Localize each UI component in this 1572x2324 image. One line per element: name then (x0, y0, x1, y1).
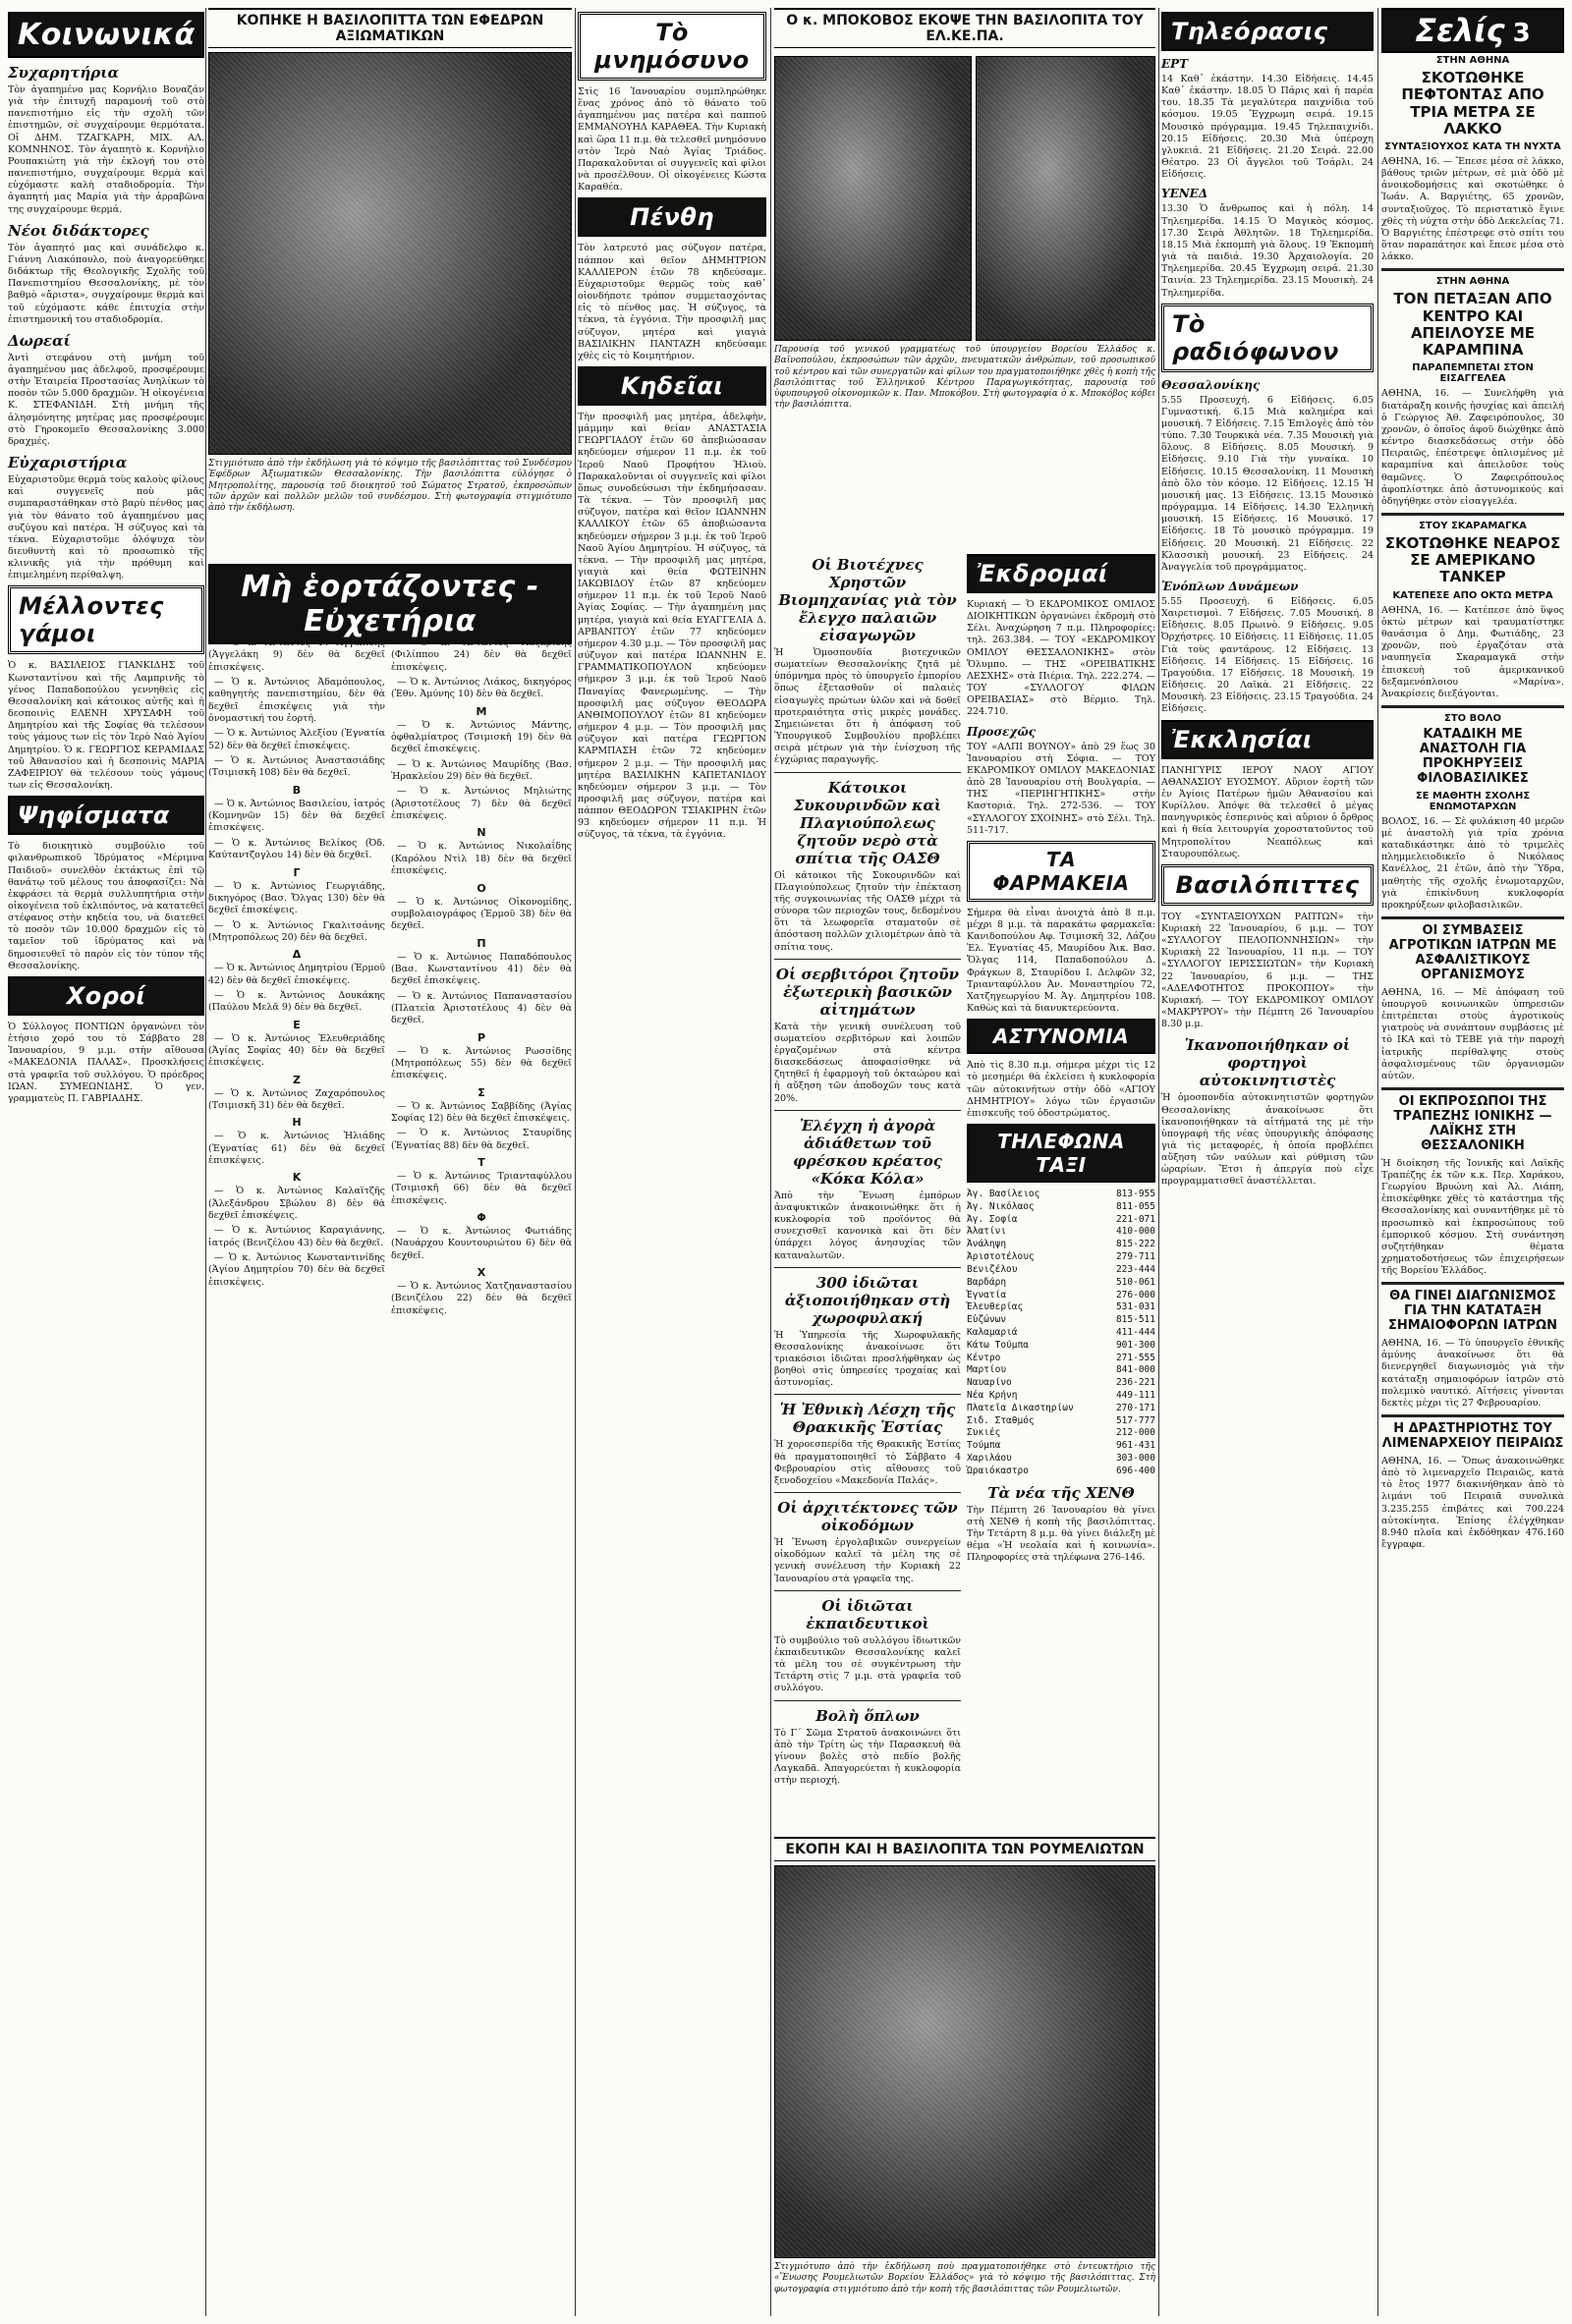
masthead-title: Σελίς (1415, 12, 1505, 49)
taxi-phone: 815-511 (1115, 1314, 1155, 1326)
channel-title: ΥΕΝΕΔ (1161, 187, 1208, 201)
column-memorials (578, 8, 766, 2316)
alphabet-letter: Ε (293, 1018, 301, 1031)
article-text: Τὸ Γ΄ Σῶμα Στρατοῦ ἀνακοινώνει ὅτι ἀπὸ τὴν Τρίτη ὡς τὴν Παρασκευὴ θὰ γίνουν βολὲς στὸ πεδίο βολῆς Λαγκαδᾶ. Ἀπαγορεύεται ἡ κυκλοφορία στὴν περιοχή. (774, 1727, 961, 1787)
station-title: Ἐνόπλων Δυνάμεων (1161, 580, 1299, 593)
greetings-right (391, 619, 572, 2316)
column-rule (1377, 8, 1378, 2316)
station-title: Θεσσαλονίκης (1161, 377, 1261, 392)
photo-caption: Στιγμιότυπο ἀπὸ τὴν ἐκδήλωση ποὺ πραγματοποιήθηκε στὸ ἐντευκτήριο τῆς «Ἕνωσης Ρουμελιωτῶν Βορείου Ἑλλάδος» γιὰ τὸ κόψιμο τῆς βασιλόπιττας. Στὴ φωτογραφία στιγμιότυπο ἀπὸ τὴν κοπὴ τῆς βασιλόπιττας τῶν Ρουμελιωτῶν. (774, 2262, 1155, 2295)
taxi-phone: 276-000 (1115, 1289, 1155, 1300)
photo-caption: Παρουσίᾳ τοῦ γενικοῦ γραμματέως τοῦ ὑπουργείου Βορείου Ἑλλάδος κ. Βαϊνοπούλου, ἐκπροσώπων τῶν ἀρχῶν, πνευματικῶν ἀνθρώπων, τοῦ προσωπικοῦ τοῦ κέντρου καὶ τῶν συνεργατῶν καὶ φίλων του πραγματοποιήθηκε χθὲς ἡ κοπὴ τῆς βασιλόπιττας τοῦ Ἑλληνικοῦ Κέντρου Παραγωγικότητας, παρουσίᾳ τοῦ ὑφυπουργοῦ οἰκονομικῶν κ. Παν. Μποκόβου. Στὴ φωτογραφία ὁ κ. Μποκόβος κόβει τὴν βασιλόπιττα. (774, 345, 1155, 411)
alphabet-letter: Τ (477, 1156, 485, 1169)
section-banner-radio: Τὸ ραδιόφωνον (1161, 304, 1374, 372)
subheadline: ΣΕ ΜΑΘΗΤΗ ΣΧΟΛΗΣ ΕΝΩΜΟΤΑΡΧΩΝ (1415, 790, 1531, 812)
article-text: Ἀπὸ τὴν Ἕνωση ἐμπόρων ἀναψυκτικῶν ἀνακοινώθηκε ὅτι ἡ κυκλοφορία τοῦ προϊόντος θὰ συνεχισθεῖ κανονικὰ καὶ ὅτι δὲν ὑπάρχει λόγος ἀνησυχίας τῶν καταναλωτῶν. (774, 1190, 961, 1261)
subheadline: ΠΑΡΑΠΕΜΠΕΤΑΙ ΣΤΟΝ ΕΙΣΑΓΓΕΛΕΑ (1412, 362, 1534, 385)
article-text: Τὸ διοικητικὸ συμβούλιο τοῦ φιλανθρωπικοῦ Ἱδρύματος «Μέριμνα Παιδιοῦ» συνελθὸν ἐκτάκτως ἐπὶ τῷ θανάτῳ τοῦ μέλους του ἀποφασίζει: Νὰ ἐκφράσει τὰ θερμὰ συλλυπητήρια στὴν οἰκογένεια τοῦ ἐκλιπόντος, νὰ κατατεθεῖ στέφανος στὴν κηδεία του, νὰ διατεθεῖ τὸ ποσὸν τῶν 10.000 δραχμῶν εἰς τὸ ταμεῖον τοῦ ἱδρύματος καὶ νὰ δημοσιευθεῖ τὸ παρὸν εἰς τὸν τύπον τῆς Θεσσαλονίκης. (8, 841, 204, 971)
headline: ΣΚΟΤΩΘΗΚΕ ΝΕΑΡΟΣ ΣΕ ΑΜΕΡΙΚΑΝΟ ΤΑΝΚΕΡ (1384, 533, 1561, 586)
taxi-row (967, 1390, 1155, 1403)
column-roumeliotes (774, 1837, 1155, 2316)
headline: ΕΚΟΠΗ ΚΑΙ Η ΒΑΣΙΛΟΠΙΤΑ ΤΩΝ ΡΟΥΜΕΛΙΩΤΩΝ (774, 1837, 1155, 1861)
divider (774, 1590, 961, 1591)
headline: ΘΑ ΓΙΝΕΙ ΔΙΑΓΩΝΙΣΜΟΣ ΓΙΑ ΤΗΝ ΚΑΤΑΤΑΞΗ ΣΗΜΑΙΟΦΟΡΩΝ ΙΑΤΡΩΝ (1388, 1289, 1557, 1334)
taxi-area: Ὡραιόκαστρο (967, 1465, 1029, 1476)
greeting-entry: — Ὁ κ. Ἀντώνιος Ἠλιάδης (Ἐγνατίας 61) δὲν θὰ δεχθεῖ ἐπισκέψεις. (208, 1131, 385, 1166)
news-photo (208, 52, 572, 455)
section-banner-excursions: Ἐκδρομαί (967, 554, 1155, 593)
divider (1381, 268, 1564, 271)
alphabet-letter: Π (477, 936, 486, 950)
taxi-phone: 811-055 (1115, 1200, 1155, 1212)
greeting-entry: — Ὁ κ. Ἀντώνιος Καραγιάννης, ἰατρός (Βενιζέλου 43) δὲν θὰ δεχθεῖ. (208, 1225, 385, 1248)
headline: ΟΙ ΣΥΜΒΑΣΕΙΣ ΑΓΡΟΤΙΚΩΝ ΙΑΤΡΩΝ ΜΕ ΑΣΦΑΛΙΣΤΙΚΟΥΣ ΟΡΓΑΝΙΣΜΟΥΣ (1388, 922, 1557, 982)
column-broadcast (1161, 8, 1374, 2316)
greeting-entry: — Ὁ κ. Ἀντώνιος Βασιλείου, ἰατρός (Κομνηνῶν 15) δὲν θὰ δεχθεῖ ἐπισκέψεις. (208, 798, 385, 834)
greeting-entry: — Ὁ κ. Ἀντώνιος Παπαδόπουλος (Βασ. Κωνσταντίνου 41) δὲν θὰ δεχθεῖ ἐπισκέψεις. (391, 951, 572, 987)
taxi-row (967, 1440, 1155, 1453)
taxi-area: Ἐγνατία (967, 1289, 1007, 1300)
taxi-phone: 223-444 (1115, 1263, 1155, 1275)
section-banner-vasilopites: Βασιλόπιττες (1161, 864, 1374, 906)
article-headline: Κάτοικοι Συκουρινδῶν καὶ Πλαγιούπολεως ζητοῦν νερὸ στὰ σπίτια τῆς ΟΑΣΘ (793, 778, 942, 867)
taxi-area: Ἐλευθερίας (967, 1301, 1024, 1313)
greeting-entry: — Ὁ κ. Ἀντώνιος Ἀναστασιάδης (Τσιμισκῆ 108) δὲν θὰ δεχθεῖ. (208, 755, 385, 779)
headline: ΚΟΠΗΚΕ Η ΒΑΣΙΛΟΠΙΤΤΑ ΤΩΝ ΕΦΕΔΡΩΝ ΑΞΙΩΜΑΤΙΚΩΝ (208, 8, 572, 48)
divider (774, 1700, 961, 1701)
article-text: ΑΘΗΝΑ, 16. — Τὸ ὑπουργεῖο ἐθνικῆς ἀμύνης ἀνακοίνωσε ὅτι θὰ διενεργηθεῖ διαγωνισμὸς γιὰ τὴν κατάταξη σημαιοφόρων ἰατρῶν στὸ πολεμικὸ ναυτικό. Αἰτήσεις γίνονται δεκτὲς μέχρι τὶς 27 Φεβρουαρίου. (1381, 1338, 1564, 1409)
taxi-area: Ἀριστοτέλους (967, 1251, 1035, 1263)
section-banner-social: Κοινωνικά (8, 12, 204, 58)
greeting-entry: — Ὁ κ. Ἀντώνιος Δημητρίου (Ἑρμοῦ 42) δὲν θὰ δεχθεῖ ἐπισκέψεις. (208, 963, 385, 986)
greeting-entry: — Ὁ κ. Ἀντώνιος Βελίκος (Ὀδ. Καύταντζογλου 14) δὲν θὰ δεχθεῖ. (208, 837, 385, 861)
taxi-row (967, 1466, 1155, 1478)
section-banner-weddings: Μέλλοντες γάμοι (8, 585, 204, 654)
column-elkepa (774, 8, 1155, 558)
divider (774, 772, 961, 773)
greeting-entry: — Ὁ κ. Ἀντώνιος Ἀλεξίου (Ἐγνατία 52) δὲν θὰ δεχθεῖ ἐπισκέψεις. (208, 728, 385, 751)
taxi-phone: 517-777 (1115, 1414, 1155, 1426)
article-headline: 300 ἰδιῶται ἀξιοποιήθηκαν στὴ χωροφυλακή (784, 1273, 951, 1327)
taxi-phone: 531-031 (1115, 1301, 1155, 1313)
greetings-list (208, 623, 385, 1289)
article-text: Κατὰ τὴν γενικὴ συνέλευση τοῦ σωματείου σερβιτόρων καὶ λοιπῶν ἐργαζομένων στὰ κέντρα διασκεδάσεως ἀποφασίσθηκε νὰ ζητηθεῖ ἡ ἐφαρμογὴ τοῦ ὀκταώρου καὶ ἡ αὔξηση τῶν ἀποδοχῶν τους κατὰ 20%. (774, 1021, 961, 1104)
section-banner-taxi: ΤΗΛΕΦΩΝΑ ΤΑΞΙ (967, 1124, 1155, 1183)
column-news-briefs (1381, 8, 1564, 2316)
taxi-area: Νέα Κρήνη (967, 1390, 1018, 1401)
greeting-entry: — Ὁ κ. Ἀντώνιος Καλαϊτζῆς (Ἀλεξάνδρου Σβώλου 8) δὲν θὰ δεχθεῖ ἐπισκέψεις. (208, 1186, 385, 1222)
divider (774, 1110, 961, 1111)
article-headline: Ἡ Ἐθνικὴ Λέσχη τῆς Θρακικῆς Ἑστίας (779, 1401, 956, 1437)
greeting-entry: — Ὁ κ. Ἀντώνιος Τριανταφύλλου (Τσιμισκῆ 66) δὲν θὰ δεχθεῖ ἐπισκέψεις. (391, 1171, 572, 1206)
photo-caption: Στιγμιότυπο ἀπὸ τὴν ἐκδήλωση γιὰ τὸ κόψιμο τῆς βασιλόπιττας τοῦ Συνδέσμου Ἐφέδρων Ἀξιωματικῶν Θεσσαλονίκης. Τὴν βασιλόπιττα εὐλόγησε ὁ Μητροπολίτης, παρουσίᾳ τοῦ διοικητοῦ τοῦ Σώματος Στρατοῦ, ἐκπροσώπων τῶν ἀρχῶν καὶ πολλῶν μελῶν τοῦ συνδέσμου. Στὴ φωτογραφία στιγμιότυπο ἀπὸ τὴν ἐκδήλωση. (208, 459, 572, 513)
divider (1381, 1414, 1564, 1417)
greeting-entry: — Ὁ κ. Ἀντώνιος Ἀδαμόπουλος, καθηγητὴς πανεπιστημίου, δὲν θὰ δεχθεῖ ἐπισκέψεις γιὰ τὴν ὀνομαστική του ἑορτή. (208, 677, 385, 725)
divider (774, 1492, 961, 1493)
article-text: Ὁ κ. ΒΑΣΙΛΕΙΟΣ ΓΙΑΝΚΙΔΗΣ τοῦ Κωνσταντίνου καὶ τῆς Λαμπρινῆς τὸ γένος Παπαδοπούλου γεννηθεὶς εἰς Θεσσαλονίκη καὶ κάτοικος αὐτῆς καὶ ἡ δεσποινὶς ΕΛΕΝΗ ΧΡΥΣΑΦΗ τοῦ Δημητρίου καὶ τῆς Σοφίας θὰ τελέσουν τοὺς γάμους των εἰς τὸν Ἱερὸ Ναὸ Ἁγίου Δημητρίου. Ὁ κ. ΓΕΩΡΓΙΟΣ ΚΕΡΑΜΙΔΑΣ τοῦ Ἀθανασίου καὶ ἡ δεσποινὶς ΜΑΡΙΑ ΖΑΦΕΙΡΙΟΥ θὰ τελέσουν τοὺς γάμους των εἰς Θεσσαλονίκη. (8, 660, 204, 792)
section-banner-greetings: Μὴ ἑορτάζοντες - Εὐχετήρια (208, 564, 572, 644)
taxi-phone: 961-431 (1115, 1440, 1155, 1452)
section-title: Δωρεαί (8, 331, 71, 350)
article-text: ΑΘΗΝΑ, 16. — Ἔπεσε μέσα σὲ λάκκο, βάθους τριῶν μέτρων, σὲ μιὰ ὁδὸ μὲ ἀνοικοδομήσεις καὶ σκοτώθηκε ὁ Ἰωάν. Α. Βαργιέτης, 65 χρονῶν, συνταξιοῦχος. Τὸ περιστατικὸ ἔγινε χθὲς τὴ νύχτα στὴν ὁδὸ Δεκελείας 71. Ὁ Βαργιέτης ἐπέστρεφε στὸ σπίτι του ὅταν παραπάτησε καὶ ἔπεσε μέσα στὸ λάκκο. (1381, 156, 1564, 263)
alphabet-letter: Β (292, 783, 302, 797)
taxi-row (967, 1290, 1155, 1302)
alphabet-letter: Δ (292, 948, 302, 962)
section-banner-resolutions: Ψηφίσματα (8, 796, 204, 835)
taxi-row (967, 1415, 1155, 1428)
headline: Ο κ. ΜΠΟΚΟΒΟΣ ΕΚΟΨΕ ΤΗΝ ΒΑΣΙΛΟΠΙΤΑ ΤΟΥ ΕΛ.ΚΕ.ΠΑ. (774, 8, 1155, 48)
dateline: ΣΤΟ ΒΟΛΟ (1444, 712, 1501, 724)
taxi-row (967, 1214, 1155, 1227)
greeting-entry: — Ὁ κ. Ἀντώνιος Σταυρίδης (Ἐγνατίας 88) δὲν θὰ δεχθεῖ. (391, 1128, 572, 1151)
article-text: ΤΟΥ «ΣΥΝΤΑΞΙΟΥΧΩΝ ΡΑΠΤΩΝ» τὴν Κυριακὴ 22 Ἰανουαρίου, 6 μ.μ. — ΤΟΥ «ΣΥΛΛΟΓΟΥ ΠΕΛΟΠΟΝΝΗΣΙΩΝ» τὴν Κυριακὴ 22 Ἰανουαρίου, 11 π.μ. — ΤΟΥ «ΣΥΛΛΟΓΟΥ ΙΕΡΙΣΣΙΩΤΩΝ» τὴν Κυριακὴ 22 Ἰανουαρίου, 6 μ.μ. — ΤΗΣ «ΑΔΕΛΦΟΤΗΤΟΣ ΠΡΟΚΟΠΙΟΥ» τὴν Κυριακή. — ΤΟΥ ΕΚΔΡΟΜΙΚΟΥ ΟΜΙΛΟΥ «ΜΑΚΡΥΡΟΥ» τὴν Πέμπτη 26 Ἰανουαρίου 8.30 μ.μ. (1161, 911, 1374, 1030)
section-title: Εὐχαριστήρια (8, 454, 128, 472)
taxi-area: Ἀνάληψη (967, 1239, 1007, 1250)
divider (1381, 705, 1564, 708)
alphabet-letter: Ο (477, 881, 486, 895)
news-photo (976, 56, 1155, 341)
article-text: ΑΘΗΝΑ, 16. — Μὲ ἀπόφαση τοῦ ὑπουργοῦ κοινωνικῶν ὑπηρεσιῶν ἐπιτρέπεται στοὺς ἀγροτικοὺς γιατροὺς νὰ συνάπτουν συμβάσεις μὲ τὸ ΙΚΑ καὶ τὸ ΤΕΒΕ γιὰ τὴν παροχὴ ἰατρικῆς περίθαλψης στοὺς ἀσφαλισμένους τῶν ὀργανισμῶν αὐτῶν. (1381, 986, 1564, 1081)
taxi-area: Βενιζέλου (967, 1263, 1018, 1275)
section-banner-memorial: Τὸ μνημόσυνο (578, 12, 766, 81)
article-text: ΒΟΛΟΣ, 16. — Σὲ φυλάκιση 40 μερῶν μὲ ἀναστολὴ γιὰ τρία χρόνια καταδικάστηκε ἀπὸ τὸ τριμελὲς πλημμελειοδικεῖο ὁ Νικόλαος Κανέλλος, 21 ἐτῶν, ἀπὸ τὴν Ὕδρα, μαθητὴς τῆς σχολῆς ἐνωμοταρχῶν, γιὰ ἐπικίνδυνη κυκλοφορία προκηρύξεων φιλοβασιλικῶν. (1381, 815, 1564, 911)
greeting-entry: — Ὁ κ. Ἀντώνιος Δουκάκης (Παύλου Μελᾶ 9) δὲν θὰ δεχθεῖ. (208, 989, 385, 1014)
taxi-phone: 236-221 (1115, 1377, 1155, 1389)
greeting-entry: — Ὁ κ. Ἀντώνιος Χατζηαναστασίου (Βενιζέλου 22) δὲν θὰ δεχθεῖ ἐπισκέψεις. (391, 1281, 572, 1316)
taxi-phone: 411-444 (1115, 1326, 1155, 1338)
taxi-area: Χαριλάου (967, 1453, 1012, 1465)
section-title: Προσεχῶς (967, 724, 1037, 739)
article-headline: Οἱ ἰδιῶται ἐκπαιδευτικοὶ (806, 1596, 929, 1632)
page-number: 3 (1512, 19, 1531, 48)
headline: ΟΙ ΕΚΠΡΟΣΩΠΟΙ ΤΗΣ ΤΡΑΠΕΖΗΣ ΙΟΝΙΚΗΣ — ΛΑΪΚΗΣ ΣΤΗ ΘΕΣΣΑΛΟΝΙΚΗ (1393, 1093, 1552, 1153)
column-rule (770, 8, 771, 2316)
alphabet-letter: Χ (477, 1266, 486, 1280)
taxi-row (967, 1301, 1155, 1314)
taxi-area: Κάτω Τούμπα (967, 1339, 1029, 1351)
divider (774, 959, 961, 960)
section-banner-mourning: Πένθη (578, 197, 766, 237)
alphabet-letter: Κ (292, 1171, 302, 1185)
article-text: Ἀπὸ τὶς 8.30 π.μ. σήμερα μέχρι τὶς 12 τὸ μεσημέρι θὰ ἐκλείσει ἡ κυκλοφορία τῶν αὐτοκινήτων στὴν ὁδὸ «ΑΓΙΟΥ ΔΗΜΗΤΡΙΟΥ» λόγω τῶν ἐργασιῶν ἐπισκευῆς τοῦ ὁδοστρώματος. (967, 1060, 1155, 1119)
alphabet-letter: Α (292, 623, 302, 636)
banner-wrap (208, 560, 572, 638)
alphabet-letter: Ν (477, 826, 486, 840)
radio-schedule: 5.55 Προσευχή. 6 Εἰδήσεις. 6.05 Χαιρετισμοὶ. 7 Εἰδήσεις. 7.05 Μουσική. 8 Εἰδήσεις. 8.05 Πρωινὸ. 9 Εἰδήσεις. 9.05 Ὀρχήστρες. 10 Εἰδήσεις. 11 Εἰδήσεις. 11.05 Γιὰ τοὺς φαντάρους. 12 Εἰδήσεις. 13 Εἰδήσεις. 14 Εἰδήσεις. 15 Εἰδήσεις. 16 Τραγούδια. 17 Εἰδήσεις. 18 Μουσικὴ. 19 Εἰδήσεις. 20 Λαϊκὰ. 21 Εἰδήσεις. 22 Μουσικὴ. 23 Εἰδήσεις. 23.15 Τραγούδια. 24 Εἰδήσεις. (1161, 596, 1374, 715)
greeting-entry: — Ὁ κ. Ἀντώνιος Σαββίδης (Ἀγίας Σοφίας 12) δὲν θὰ δεχθεῖ ἐπισκέψεις. (391, 1100, 572, 1124)
taxi-phone: 841-000 (1115, 1364, 1155, 1376)
article-headline: Ἱκανοποιήθηκαν οἱ φορτηγοὶ αὐτοκινητιστὲς (1184, 1036, 1351, 1090)
taxi-phone: 696-400 (1115, 1465, 1155, 1476)
article-text: Σήμερα θὰ εἶναι ἀνοιχτὰ ἀπὸ 8 π.μ. μέχρι 8 μ.μ. τὰ παρακάτω φαρμακεῖα: Κανιδοπούλου Αφ. Τσιμισκῆ 32, Λάζου Ἐλ. Ἐγνατίας 45, Μαυρίδου Ἀικ. Βασ. Ὄλγας 114, Παπαδοπούλου Δ. Φράγκων 8, Σταυρίδου Ι. Δελφῶν 32, Τριανταφύλλου Ἀν. Μοναστηρίου 72, Χατζηγεωργίου Μ. Ἁγ. Δημητρίου 108. Καθὼς καὶ τὰ διανυκτερεύοντα. (967, 907, 1155, 1015)
greeting-entry: — Ὁ κ. Ἀντώνιος Λαζαρίδης (Φιλίππου 24) δὲν θὰ δεχθεῖ ἐπισκέψεις. (391, 637, 572, 673)
taxi-area: Καλαμαριά (967, 1326, 1018, 1338)
greeting-entry: — Ὁ κ. Ἀντώνιος Νικολαΐδης (Καρόλου Ντὶλ 18) δὲν θὰ δεχθεῖ ἐπισκέψεις. (391, 841, 572, 877)
article-text: ΑΘΗΝΑ, 16. — Συνελήφθη γιὰ διατάραξη κοινῆς ἡσυχίας καὶ ἀπειλή ὁ Γεώργιος Ἀθ. Ζαφειρόπουλος, 30 χρονῶν, ὁ ὁποῖος ἀφοῦ διώχθηκε ἀπὸ κέντρο διασκεδάσεως στὴν ὁδὸ Πειραιῶς, ἐπέστρεψε ὁπλισμένος μὲ καραμπίνα καὶ ἀπειλοῦσε τοὺς θαμῶνες. Ὁ Ζαφειρόπουλος ἀφοπλίστηκε ἀπὸ ἀστυνομικούς καὶ ὁδηγήθηκε στὸν εἰσαγγελέα. (1381, 388, 1564, 507)
greeting-entry: — Ὁ κ. Ἀντώνιος Ζαχαρόπουλος (Τσιμισκῆ 31) δὲν θὰ δεχθεῖ. (208, 1087, 385, 1111)
subheadline: ΣΥΝΤΑΞΙΟΥΧΟΣ ΚΑΤΑ ΤΗ ΝΥΧΤΑ (1384, 141, 1561, 152)
article-text: Οἱ κάτοικοι τῆς Συκουρινδῶν καὶ Πλαγιούπολεως ζητοῦν τὴν ἐπέκταση τῆς συγκοινωνίας τῆς ΟΑΣΘ μέχρι τὰ σύνορα τῶν περιοχῶν τους, δεδομένου ὅτι τὰ λεωφορεῖα σταματοῦν σὲ ἀπόσταση πολλῶν χιλιομέτρων ἀπὸ τὰ σπίτια τους. (774, 869, 961, 953)
taxi-phone: 270-171 (1115, 1402, 1155, 1413)
divider (1381, 1087, 1564, 1090)
taxi-row (967, 1377, 1155, 1390)
taxi-phone: 815-222 (1115, 1239, 1155, 1250)
taxi-row (967, 1314, 1155, 1327)
column-rule (1158, 8, 1159, 2316)
greeting-entry: — Ὁ κ. Ἀντώνιος Ἐλευθεριάδης (Ἀγίας Σοφίας 40) δὲν θὰ δεχθεῖ ἐπισκέψεις. (208, 1032, 385, 1069)
article-headline: Οἱ ἀρχιτέκτονες τῶν οἰκοδόμων (777, 1499, 958, 1535)
alphabet-letter: Ρ (477, 1030, 486, 1044)
taxi-phone: 901-300 (1115, 1339, 1155, 1351)
taxi-area: Βαρδάρη (967, 1276, 1007, 1288)
article-text: Ἡ ὁμοσπονδία αὐτοκινητιστῶν φορτηγῶν Θεσσαλονίκης ἀνακοίνωσε ὅτι ἱκανοποιήθηκαν τὰ αἰτήματά της μὲ τὴν ὑπογραφὴ τῆς νέας ὑπουργικῆς ἀπόφασης γιὰ τὶς μεταφορές, ἡ ὁποία προβλέπει αὔξηση τῶν ναύλων καὶ ρύθμιση τῶν ὡραρίων. Ἔτσι ἡ ἀπεργία ποὺ εἶχε προγραμματισθεῖ ἀναστέλλεται. (1161, 1092, 1374, 1188)
channel-title: ΕΡΤ (1161, 57, 1189, 71)
article-text: Τὴν προσφιλῆ μας μητέρα, ἀδελφὴν, μάμμην καὶ θείαν ΑΝΑΣΤΑΣΙΑ ΓΕΩΡΓΙΑΔΟΥ ἐτῶν 60 ἀπεβιώσασαν κηδεύομεν σήμερον 11 π.μ. ἐκ τοῦ Ἱεροῦ Ναοῦ Προφήτου Ἠλιοὺ. Παρακαλοῦνται οἱ συγγενεῖς καὶ φίλοι ὅπως συνοδεύσωσι τὴν ἐκδημήσασαν. Τὰ τέκνα. — Τὸν προσφιλῆ μας σύζυγον, πατέρα καὶ θεῖον ΙΩΑΝΝΗΝ ΚΑΛΛΙΚΟΥ ἐτῶν 65 ἀποβιώσαντα κηδεύομεν σήμερον 3 μ.μ. ἐκ τοῦ Ἱεροῦ Ναοῦ Ἁγίου Δημητρίου. Ἡ σύζυγος, τὰ τέκνα. — Τὴν προσφιλῆ μας μητέρα, γιαγιὰ καὶ θεία ΦΩΤΕΙΝΗΝ ΙΑΚΩΒΙΔΟΥ ἐτῶν 87 κηδεύομεν σήμερον 11 π.μ. ἐκ τοῦ Ἱεροῦ Ναοῦ Ἁγίας Σοφίας. — Τὴν ἀγαπημένη μας μητέρα, γιαγιὰ καὶ θεία ΕΥΑΓΓΕΛΙΑ Δ. ΑΡΒΑΝΙΤΟΥ ἐτῶν 77 κηδεύομεν σήμερον 4.30 μ.μ. — Τὸν προσφιλῆ μας σύζυγον καὶ πατέρα ΙΩΑΝΝΗΝ Ε. ΓΡΑΜΜΑΤΙΚΟΠΟΥΛΟΝ κηδεύομεν σήμερον 3 μ.μ. ἐκ τοῦ Ἱεροῦ Ναοῦ Παναγίας Φανερωμένης. — Τὴν προσφιλῆ μας σύζυγον ΘΕΟΔΩΡΑ ΑΝΘΙΜΟΠΟΥΛΟΥ ἐτῶν 81 κηδεύομεν σήμερον 4 μ.μ. — Τὸν προσφιλῆ μας σύζυγον καὶ πατέρα ΓΕΩΡΓΙΟΝ ΚΑΡΜΠΑΣΗ ἐτῶν 72 κηδεύομεν σήμερον 2 μ.μ. — Τὴν προσφιλῆ μας μητέρα ΒΑΣΙΛΙΚΗΝ ΚΑΠΕΤΑΝΙΔΟΥ κηδεύομεν σήμερον 3 μ.μ. — Τὸν προσφιλῆ μας σύζυγον, πατέρα καὶ πάππον ΘΕΟΔΩΡΟΝ ΤΣΙΑΚΙΡΗΝ ἐτῶν 93 κηδεύομεν σήμερον 11 π.μ. Ἡ σύζυγος, τὰ τέκνα, τὰ ἐγγόνια. (578, 411, 766, 841)
section-banner-pharmacies: ΤΑ ΦΑΡΜΑΚΕΙΑ (967, 841, 1155, 902)
radio-schedule: 5.55 Προσευχή. 6 Εἰδήσεις. 6.05 Γυμναστική. 6.15 Μιὰ καλημέρα καὶ μουσική. 7 Εἰδήσεις. 7.15 Ἐπιλογὲς ἀπὸ τὸν τύπο. 7.30 Τουρκικὰ νέα. 7.35 Μουσικὴ γιὰ ὅλους. 8 Εἰδήσεις. 8.05 Μουσική. 9 Εἰδήσεις. 9.10 Γιὰ τὴν γυναίκα. 10 Εἰδήσεις. 10.15 Θεσσαλονίκη. 11 Μουσικὴ ἀπὸ ὅλο τὸν κόσμο. 12 Εἰδήσεις. 12.15 Ἡ μουσική μας. 13 Εἰδήσεις. 13.15 Μουσικὸ πρόγραμμα. 14 Εἰδήσεις. 14.30 Ἐλληνικὴ μουσική. 15 Εἰδήσεις. 16 Μουσικό. 17 Εἰδήσεις. 18 Τὸ μουσικὸ πρόγραμμα. 19 Εἰδήσεις. 20 Μουσική. 21 Εἰδήσεις. 22 Κλασσικὴ μουσική. 23 Εἰδήσεις. 24 Ἀναγγελία τοῦ προγράμματος. (1161, 394, 1374, 573)
divider (1381, 916, 1564, 919)
article-text: Τὸν λατρευτό μας σύζυγον πατέρα, πάππον καὶ θεῖον ΔΗΜΗΤΡΙΟΝ ΚΑΛΛΙΕΡΟΝ ἐτῶν 78 κηδεύσαμε. Εὐχαριστοῦμε θερμῶς τοὺς καθ᾽ οἱονδήποτε τρόπον συμμετασχόντας εἰς τὸ πένθος μας. Ἡ σύζυγος, τὰ τέκνα, τὰ ἐγγόνια. Τὴν προσφιλῆ μας σύζυγον, μητέρα καὶ γιαγιὰ ΒΑΣΙΛΙΚΗΝ ΠΑΝΤΑΖΗ κηδεύσαμε χθὲς εἰς τὸ Κοιμητήριον. (578, 243, 766, 361)
article-text: Ἡ χοροεσπερίδα τῆς Θρακικῆς Ἑστίας θὰ πραγματοποιηθεῖ τὸ Σάββατο 4 Φεβρουαρίου στὶς αἴθουσες τοῦ ξενοδοχείου «Μακεδονία Παλάς». (774, 1439, 961, 1486)
taxi-area: Μαρτίου (967, 1364, 1007, 1376)
taxi-phone: 510-061 (1115, 1276, 1155, 1288)
taxi-phone: 813-955 (1115, 1189, 1155, 1199)
article-text: Τὸν ἀγαπημένο μας Κορνήλιο Βοναζάν γιὰ τὴν ἐπιτυχῆ παραμονή τοῦ στὸ πανεπιστήμιο εἰς τὴν σχολὴ τῶν ἐπιστημῶν, σὲ συγχαίρουμε θερμότατα. Οἱ ΔΗΜ. ΤΖΑΓΚΑΡΗ, ΜΙΧ. ΑΛ. ΚΟΜΝΗΝΟΣ. Τὸν ἀγαπητὸ κ. Κορνήλιο Ρουπακιώτη γιὰ τὴν ἐκλογή του στὸ πανεπιστήμιο, συγχαίρουμε θερμὰ καὶ εὐχόμαστε καλὴ σταδιοδρομία. Τὴν ἀγαπητή μας Μαρία γιὰ τὴν ἀρραβῶνα της συγχαίρουμε θερμά. (8, 84, 204, 215)
article-headline: Βολὴ ὅπλων (815, 1706, 920, 1725)
article-text: Ἡ Ἕνωση ἐργολαβικῶν συνεργείων οἰκοδόμων καλεῖ τὰ μέλη της σὲ γενικὴ συνέλευση τὴν Κυριακὴ 22 Ἰανουαρίου στὰ γραφεῖα της. (774, 1537, 961, 1584)
taxi-area: Ναυαρίνο (967, 1377, 1012, 1389)
greeting-entry: — Ὁ κ. Ἀντώνιος Παπαναστασίου (Πλατεία Ἀριστοτέλους 4) δὲν θὰ δεχθεῖ. (391, 990, 572, 1026)
taxi-area: Τούμπα (967, 1440, 1001, 1452)
section-banner-funerals: Κηδεῖαι (578, 366, 766, 406)
taxi-row (967, 1264, 1155, 1277)
column-social (8, 8, 204, 2316)
photo-row (774, 52, 1155, 345)
alphabet-letter: Η (292, 1116, 302, 1130)
divider (774, 1394, 961, 1395)
column-reserve-officers (208, 8, 572, 558)
article-text: ΑΘΗΝΑ, 16. — Κατέπεσε ἀπὸ ὕψος ὀκτὼ μέτρων καὶ τραυματίστηκε θανάσιμα ὁ Δημ. Φωτιάδης, 23 χρονῶν, ποὺ ἐργαζόταν στὰ ναυπηγεῖα Σκαραμαγκᾶ στὴν ἐπισκευὴ τοῦ ἀμερικανικοῦ δεξαμενόπλοιου «Μαρίνα». Ἀνακρίσεις διεξάγονται. (1381, 604, 1564, 699)
taxi-area: Κέντρο (967, 1352, 1001, 1363)
taxi-area: Εὐζώνων (967, 1314, 1007, 1326)
taxi-row (967, 1251, 1155, 1264)
divider (1381, 1282, 1564, 1285)
taxi-area: Πλατεῖα Δικαστηρίων (967, 1402, 1074, 1413)
greeting-entry: — Ὁ κ. Ἀντώνιος Οἰκονομίδης, συμβολαιογράφος (Ἑρμοῦ 38) δὲν θὰ δεχθεῖ. (391, 896, 572, 932)
article-headline: Οἱ Βιοτέχνες Χρηστῶν Βιομηχανίας γιὰ τὸν ἔλεγχο παλαιῶν εἰσαγωγῶν (778, 556, 957, 644)
article-text: ΤΟΥ «ΑΛΠΙ ΒΟΥΝΟΥ» ἀπὸ 29 ἕως 30 Ἰανουαρίου στὴ Σόφια. — ΤΟΥ ΕΚΔΡΟΜΙΚΟΥ ΟΜΙΛΟΥ ΜΑΚΕΔΟΝΙΑΣ ἀπὸ 28 Ἰανουαρίου στὴ Βουλγαρία. — ΤΗΣ «ΠΕΡΙΗΓΗΤΙΚΗΣ» στὴν Καστοριά. Τηλ. 272-536. — ΤΟΥ «ΣΥΛΛΟΓΟΥ ΣΧΟΙΝΗΣ» στὸ Σέλι. Τηλ. 511-717. (967, 741, 1155, 836)
masthead (1381, 8, 1564, 53)
greeting-entry: — Ὁ κ. Ἀντώνιος Ρωσσίδης (Μητροπόλεως 55) δὲν θὰ δεχθεῖ ἐπισκέψεις. (391, 1045, 572, 1081)
taxi-area: Ἀλατίνι (967, 1226, 1007, 1238)
taxi-phone-list (967, 1189, 1155, 1478)
greeting-entry: — Ὁ κ. Ἀντώνιος Γ. Ἀγγελίδης (Ἀγγελάκη 9) δὲν θὰ δεχθεῖ ἐπισκέψεις. (208, 637, 385, 673)
news-photo (774, 1865, 1155, 2258)
taxi-area: Σιδ. Σταθμός (967, 1414, 1035, 1426)
taxi-phone: 449-111 (1115, 1390, 1155, 1401)
taxi-phone: 212-000 (1115, 1427, 1155, 1439)
taxi-row (967, 1226, 1155, 1239)
section-banner-police: ΑΣΤΥΝΟΜΙΑ (967, 1019, 1155, 1054)
alphabet-letter: Σ (477, 1085, 485, 1099)
section-title: Νέοι διδάκτορες (8, 221, 149, 240)
greeting-entry: — Ὁ κ. Ἀντώνιος Μάντης, ὀφθαλμίατρος (Τσιμισκῆ 19) δὲν θὰ δεχθεῖ ἐπισκέψεις. (391, 719, 572, 755)
greeting-entry: — Ὁ κ. Ἀντώνιος Κωνσταντινίδης (Ἁγίου Δημητρίου 70) δὲν θὰ δεχθεῖ ἐπισκέψεις. (208, 1252, 385, 1288)
alphabet-letter: Μ (476, 704, 487, 718)
article-text: Ἀντὶ στεφάνου στὴ μνήμη τοῦ ἀγαπημένου μας ἀδελφοῦ, προσφέρουμε στὴν Ἑταιρεία Προστασίας Ἀνηλίκων τὸ ποσὸν τῶν 5.000 δραχμῶν. Ἡ οἰκογένεια Κ. ΣΤΕΦΑΝΙΔΗ. Στὴ μνήμη τῆς ἀλησμόνητης μητέρας μας προσφέρουμε στὸ Γηροκομεῖο Θεσσαλονίκης 3.000 δραχμές. (8, 352, 204, 447)
article-text: Τὴν Πέμπτη 26 Ἰανουαρίου θὰ γίνει στὴ ΧΕΝΘ ἡ κοπὴ τῆς βασιλόπιττας. Τὴν Τετάρτη 8 μ.μ. θὰ γίνει διάλεξη μὲ θέμα «Ἡ νεολαία καὶ ἡ κοινωνία». Πληροφορίες στὰ τηλέφωνα 276-146. (967, 1504, 1155, 1564)
greeting-entry: — Ὁ κ. Ἀντώνιος Μαυρίδης (Βασ. Ἡρακλείου 29) δὲν θὰ δεχθεῖ. (391, 758, 572, 783)
taxi-row (967, 1189, 1155, 1201)
taxi-area: Ἀγ. Νικόλαος (967, 1200, 1035, 1212)
section-banner-tv: Τηλεόρασις (1161, 12, 1374, 51)
divider (1381, 513, 1564, 516)
taxi-phone: 279-711 (1115, 1251, 1155, 1263)
taxi-phone: 221-071 (1115, 1213, 1155, 1225)
headline: ΤΟΝ ΠΕΤΑΞΑΝ ΑΠΟ ΚΕΝΤΡΟ ΚΑΙ ΑΠΕΙΛΟΥΣΕ ΜΕ ΚΑΡΑΜΠΙΝΑ (1393, 290, 1552, 360)
article-headline: Τὰ νέα τῆς ΧΕΝΘ (987, 1483, 1135, 1502)
news-photo (774, 56, 972, 341)
subheadline: ΚΑΤΕΠΕΣΕ ΑΠΟ ΟΚΤΩ ΜΕΤΡΑ (1392, 589, 1553, 601)
greeting-entry: — Ὁ κ. Ἀντώνιος Γεωργιάδης, δικηγόρος (Βασ. Ὄλγας 130) δὲν θὰ δεχθεῖ ἐπισκέψεις. (208, 880, 385, 916)
dateline: ΣΤΟΥ ΣΚΑΡΑΜΑΓΚΑ (1419, 520, 1527, 531)
taxi-phone: 303-000 (1115, 1453, 1155, 1465)
section-banner-dances: Χοροί (8, 976, 204, 1016)
taxi-row (967, 1327, 1155, 1340)
taxi-row (967, 1340, 1155, 1353)
taxi-area: Συκιές (967, 1427, 1001, 1439)
dateline: ΣΤΗΝ ΑΘΗΝΑ (1435, 55, 1510, 66)
article-text: Τὸν ἀγαπητό μας καὶ συνάδελφο κ. Γιάννη Λιακόπουλο, ποὺ ἀναγορεύθηκε διδάκτωρ τῆς Θεολογικῆς Σχολῆς τοῦ Πανεπιστημίου Θεσσαλονίκης, μὲ τὸν βαθμὸ «ἄριστα», συγχαίρουμε θερμὰ καὶ τοῦ εὐχόμαστε κάθε ἐπιτυχία στὴν ἐπιστημονική του σταδιοδρομία. (8, 242, 204, 325)
tv-schedule: 14 Καθ᾽ ἑκάστην. 14.30 Εἰδήσεις. 14.45 Καθ᾽ ἑκάστην. 18.05 Ὁ Πάρις καὶ ἡ παρέα του. 18.35 Τὰ μεγαλύτερα παιχνίδια τοῦ κόσμου. 19.05 Ἔγχρωμη σειρά. 19.15 Μουσικὸ πρόγραμμα. 19.45 Τηλεπαιχνίδι. 20.15 Εἰδήσεις. 20.30 Μιὰ ὑπέροχη γλυκειά. 21 Εἰδήσεις. 21.20 Σειρά. 22.00 Θέατρο. 23 Οἱ ἄγγελοι τοῦ Τσάρλι. 24 Εἰδήσεις. (1161, 74, 1374, 181)
taxi-row (967, 1201, 1155, 1214)
section-banner-churches: Ἐκκλησίαι (1161, 720, 1374, 759)
greeting-entry: — Ὁ κ. Ἀντώνιος Μηλιώτης (Ἀριστοτέλους 7) δὲν θὰ δεχθεῖ ἐπισκέψεις. (391, 786, 572, 822)
article-text: ΑΘΗΝΑ, 16. — Ὅπως ἀνακοινώθηκε ἀπὸ τὸ λιμεναρχεῖο Πειραιῶς, κατὰ τὸ ἔτος 1977 διακινήθηκαν ἀπὸ τὸ λιμάνι τοῦ Πειραιᾶ συνολικὰ 3.235.255 ἐπιβάτες καὶ 700.224 αὐτοκίνητα. Ἐπίσης ἐλέγχθηκαν 8.940 πλοῖα καὶ ἐκδόθηκαν 476.160 ἔγγραφα. (1381, 1455, 1564, 1550)
divider (774, 1267, 961, 1268)
taxi-row (967, 1364, 1155, 1377)
article-text: Ἡ Ὁμοσπονδία βιοτεχνικῶν σωματείων Θεσσαλονίκης ζητᾶ μὲ ὑπόμνημα πρὸς τὸ ὑπουργεῖο ἐμπορίου ὅπως ἐξετασθοῦν οἱ παλαιὲς εἰσαγωγὲς πρώτων ὑλῶν καὶ νὰ δοθεῖ προτεραιότητα στὶς μικρὲς μονάδες. Σημειώνεται ὅτι ἡ ἀπόφαση τοῦ Ὑπουργικοῦ Συμβουλίου προβλέπει σειρὰ μέτρων γιὰ τὴν ἐνίσχυση τῆς ἐγχώριας παραγωγῆς. (774, 647, 961, 766)
column-city-news (774, 550, 961, 1833)
article-text: Στὶς 16 Ἰανουαρίου συμπληρώθηκε ἕνας χρόνος ἀπὸ τὸ θάνατο τοῦ ἀγαπημένου μας πατέρα καὶ παπποῦ ΕΜΜΑΝΟΥΗΛ ΚΑΡΑΘΕΑ. Τὴν Κυριακὴ καὶ ὥρα 11 π.μ. θὰ τελεσθεῖ μνημόσυνο στὸν Ἱερὸ Ναὸ Ἁγίας Τριάδος. Παρακαλοῦνται οἱ συγγενεῖς καὶ φίλοι νὰ προσέλθουν. Οἱ οἰκογένειες Κώστα Καραθέα. (578, 86, 766, 194)
section-title: Συχαρητήρια (8, 64, 120, 82)
alphabet-letter: Λ (477, 623, 486, 636)
column-rule (205, 8, 206, 2316)
dateline: ΣΤΗΝ ΑΘΗΝΑ (1435, 276, 1510, 288)
article-text: Εὐχαριστοῦμε θερμὰ τοὺς καλοὺς φίλους καὶ συγγενεῖς ποὺ μᾶς συμπαραστάθηκαν στὸ βαρὺ πένθος μας γιὰ τὸν θάνατο τοῦ ἀγαπημένου μας συζύγου καὶ πατέρα. Ἡ σύζυγος καὶ τὰ τέκνα. Εὐχαριστοῦμε ὁλόψυχα τὸν διευθυντὴ καὶ τὸ προσωπικὸ τῆς κλινικῆς γιὰ τὴν πρόθυμη καὶ ἐπιμελημένη περίθαλψη. (8, 474, 204, 581)
greeting-entry: — Ὁ κ. Ἀντώνιος Φωτιάδης (Ναυάρχου Κουντουριώτου 6) δὲν θὰ δεχθεῖ. (391, 1226, 572, 1261)
greetings-list (391, 623, 572, 1317)
column-services (967, 550, 1155, 1833)
taxi-row (967, 1453, 1155, 1466)
taxi-phone: 410-000 (1115, 1226, 1155, 1238)
headline: ΚΑΤΑΔΙΚΗ ΜΕ ΑΝΑΣΤΟΛΗ ΓΙΑ ΠΡΟΚΗΡΥΞΕΙΣ ΦΙΛΟΒΑΣΙΛΙΚΕΣ (1417, 726, 1529, 786)
article-headline: Ἐλέγχη ἡ ἀγορὰ ἀδιάθετων τοῦ φρέσκου κρέατος «Κόκα Κόλα» (793, 1116, 942, 1188)
headline: ΣΚΟΤΩΘΗΚΕ ΠΕΦΤΟΝΤΑΣ ΑΠΟ ΤΡΙΑ ΜΕΤΡΑ ΣΕ ΛΑΚΚΟ (1401, 69, 1544, 138)
taxi-phone: 271-555 (1115, 1352, 1155, 1363)
taxi-row (967, 1353, 1155, 1365)
greetings-left (208, 619, 385, 2316)
greeting-entry: — Ὁ κ. Ἀντώνιος Λιάκος, δικηγόρος (Ἐθν. Ἀμύνης 10) δὲν θὰ δεχθεῖ. (391, 677, 572, 700)
headline: Η ΔΡΑΣΤΗΡΙΟΤΗΣ ΤΟΥ ΛΙΜΕΝΑΡΧΕΙΟΥ ΠΕΙΡΑΙΩΣ (1381, 1421, 1564, 1451)
article-text: Τὸ συμβούλιο τοῦ συλλόγου ἰδιωτικῶν ἐκπαιδευτικῶν Θεσσαλονίκης καλεῖ τὰ μέλη του σὲ συγκέντρωση τὴν Τετάρτη στὶς 7 μ.μ. στὰ γραφεῖα τοῦ συλλόγου. (774, 1634, 961, 1694)
article-text: Κυριακή — Ὁ ΕΚΔΡΟΜΙΚΟΣ ΟΜΙΛΟΣ ΔΙΟΙΚΗΤΙΚΩΝ ὀργανώνει ἐκδρομὴ στὸ Σέλι. Ἀναχώρηση 7 π.μ. Πληροφορίες: τηλ. 263.384. — ΤΟΥ «ΕΚΔΡΟΜΙΚΟΥ ΟΜΙΛΟΥ ΘΕΣΣΑΛΟΝΙΚΗΣ» στὸν Ὄλυμπο. — ΤΗΣ «ΟΡΕΙΒΑΤΙΚΗΣ ΛΕΣΧΗΣ» στὰ Πιέρια. Τηλ. 222.274. — ΤΟΥ «ΣΥΛΛΟΓΟΥ ΦΙΛΩΝ ΟΡΕΙΒΑΣΙΑΣ» στὸ Βέρμιο. Τηλ. 224.710. (967, 599, 1155, 718)
article-text: Ἡ διοίκηση τῆς Ἰονικῆς καὶ Λαϊκῆς Τραπέζης ἐκ τῶν κ.κ. Περ. Χαράκου, Γεωργίου Βρυώνη καὶ Ἀλ. Λιάπη, ἐπισκέφθηκε χθὲς τὸ κατάστημα τῆς Θεσσαλονίκης καὶ συναντήθηκε μὲ τὸ προσωπικὸ καὶ ἐκπροσώπους τοῦ ἐμπορικοῦ κόσμου. Στὴ συνάντηση συζητήθηκαν θέματα χρηματοδοτήσεως τῶν ἐπιχειρήσεων τῆς Βορείου Ἑλλάδος. (1381, 1157, 1564, 1277)
article-text: Ἡ Ὑπηρεσία τῆς Χωροφυλακῆς Θεσσαλονίκης ἀνακοίνωσε ὅτι τριακόσιοι ἰδιῶται προσλήφθηκαν ὡς βοηθοὶ στὶς ὑπηρεσίες τροχαίας καὶ ἀστυνομίας. (774, 1329, 961, 1389)
article-text: Ὁ Σύλλογος ΠΟΝΤΙΩΝ ὀργανώνει τὸν ἐτήσιο χορό του τὸ Σάββατο 28 Ἰανουαρίου, 9 μ.μ. στὴν αἴθουσα «ΜΑΚΕΔΟΝΙΑ ΠΑΛΑΣ». Προσκλήσεις στὰ γραφεῖα τοῦ συλλόγου. Ὁ πρόεδρος ΙΩΑΝ. ΣΥΜΕΩΝΙΔΗΣ. Ὁ γεν. γραμματεὺς Π. ΓΑΒΡΙΑΔΗΣ. (8, 1021, 204, 1104)
greeting-entry: — Ὁ κ. Ἀντώνιος Γκαλιτσάνης (Μητροπόλεως 20) δὲν θὰ δεχθεῖ. (208, 919, 385, 943)
column-rule (575, 8, 576, 2316)
taxi-row (967, 1427, 1155, 1440)
alphabet-letter: Ζ (293, 1073, 301, 1086)
taxi-row (967, 1239, 1155, 1251)
alphabet-letter: Γ (293, 865, 301, 879)
taxi-area: Ἀγ. Βασίλειος (967, 1189, 1040, 1199)
taxi-row (967, 1277, 1155, 1290)
alphabet-letter: Φ (477, 1211, 486, 1225)
article-text: ΠΑΝΗΓΥΡΙΣ ΙΕΡΟΥ ΝΑΟΥ ΑΓΙΟΥ ΑΘΑΝΑΣΙΟΥ ΕΥΟΣΜΟΥ. Αὔριον ἑορτὴ τῶν ἐν Ἁγίοις Πατέρων ἡμῶν Ἀθανασίου καὶ Κυρίλλου. Ἀπόψε θὰ τελεσθεῖ ὁ μέγας πανηγυρικὸς ἑσπερινὸς καὶ αὔριον ὁ ὄρθρος καὶ ἡ θεία λειτουργία χοροστατοῦντος τοῦ Μητροπολίτου Νεαπόλεως καὶ Σταυρουπόλεως. (1161, 764, 1374, 859)
tv-schedule: 13.30 Ὁ ἄνθρωπος καὶ ἡ πόλη. 14 Τηλεημερίδα. 14.15 Ὁ Μαγικὸς κόσμος. 17.30 Σειρὰ Ἀθλητῶν. 18 Τηλεημερίδα. 18.15 Μιὰ ἐκπομπὴ γιὰ ὅλους. 19 Ἐκπομπὴ γιὰ τὰ παιδιά. 19.30 Ἀρχαιολογία. 20 Τηλεημερίδα. 20.45 Ἐγχρωμη σειρά. 21.30 Ταινία. 23 Τηλεημερίδα. 23.15 Μουσικὴ. 24 Τηλεημερίδα. (1161, 203, 1374, 299)
article-headline: Οἱ σερβιτόροι ζητοῦν ἐξωτερικὴ βασικῶν αἰτημάτων (775, 965, 960, 1019)
taxi-row (967, 1403, 1155, 1415)
taxi-area: Ἀγ. Σοφία (967, 1213, 1018, 1225)
